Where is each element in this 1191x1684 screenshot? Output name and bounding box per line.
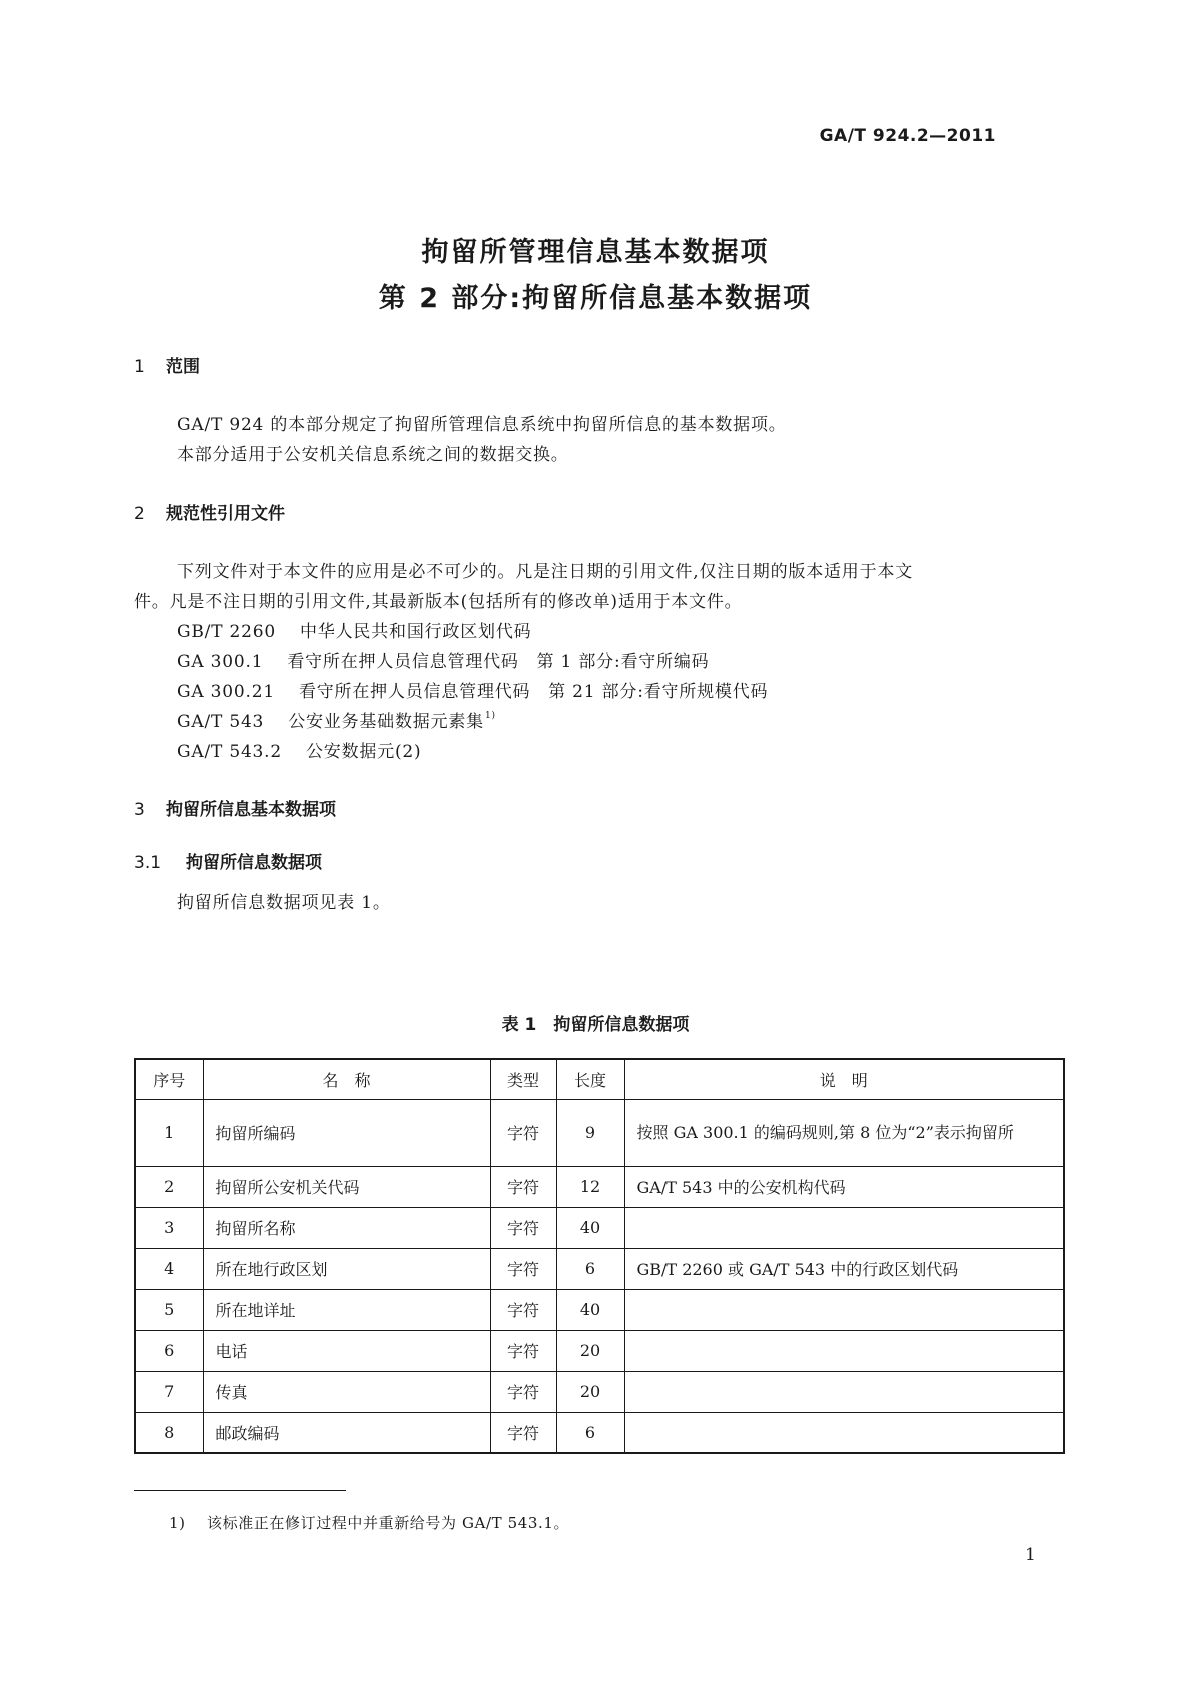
reference-item [177,647,709,672]
footnote-separator [134,1490,346,1491]
cell-name: 传真 [203,1371,490,1412]
cell-length: 40 [556,1289,624,1330]
cell-name: 邮政编码 [203,1412,490,1453]
column-header-type: 类型 [490,1059,556,1099]
reference-title: 看守所在押人员信息管理代码 第 1 部分:看守所编码 [287,652,710,672]
cell-type: 字符 [490,1289,556,1330]
cell-description [624,1289,1064,1330]
section-3-1-paragraph: 拘留所信息数据项见表 1。 [177,893,391,913]
cell-name: 所在地详址 [203,1289,490,1330]
page-number: 1 [1025,1545,1036,1565]
cell-length: 6 [556,1412,624,1453]
cell-name: 拘留所公安机关代码 [203,1166,490,1207]
section-3-heading [134,795,336,820]
table-row [135,1412,1064,1453]
cell-index: 3 [135,1207,203,1248]
section-2-paragraph-line-2: 件。凡是不注日期的引用文件,其最新版本(包括所有的修改单)适用于本文件。 [134,592,743,612]
reference-item [177,737,421,762]
cell-index: 8 [135,1412,203,1453]
footnote [169,1512,569,1533]
footnote-marker: 1) [485,711,496,721]
cell-type: 字符 [490,1207,556,1248]
cell-type: 字符 [490,1412,556,1453]
column-header-description: 说 明 [624,1059,1064,1099]
section-title: 拘留所信息基本数据项 [166,800,336,820]
reference-standard: GA 300.21 [177,682,275,702]
cell-type: 字符 [490,1330,556,1371]
reference-standard: GA/T 543.2 [177,742,282,762]
cell-index: 4 [135,1248,203,1289]
column-header-index: 序号 [135,1059,203,1099]
section-title: 范围 [166,357,200,377]
section-number: 3 [134,800,145,820]
section-number: 1 [134,357,145,377]
table-row [135,1371,1064,1412]
cell-length: 20 [556,1371,624,1412]
reference-standard: GA/T 543 [177,712,265,732]
section-number: 3.1 [134,853,162,873]
cell-name: 所在地行政区划 [203,1248,490,1289]
cell-length: 20 [556,1330,624,1371]
reference-title: 中华人民共和国行政区划代码 [300,622,532,642]
table-row [135,1207,1064,1248]
cell-name: 拘留所名称 [203,1207,490,1248]
cell-length: 6 [556,1248,624,1289]
cell-index: 2 [135,1166,203,1207]
table-row [135,1166,1064,1207]
cell-name: 电话 [203,1330,490,1371]
cell-type: 字符 [490,1371,556,1412]
footnote-text: 该标准正在修订过程中并重新给号为 GA/T 543.1。 [207,1514,570,1532]
cell-length: 40 [556,1207,624,1248]
footnote-mark: 1) [169,1514,186,1532]
cell-description: 按照 GA 300.1 的编码规则,第 8 位为“2”表示拘留所 [624,1099,1064,1166]
table-caption: 表 1 拘留所信息数据项 [501,1015,690,1035]
section-title: 规范性引用文件 [166,504,285,524]
reference-standard: GA 300.1 [177,652,264,672]
document-title-line-2: 第 2 部分:拘留所信息基本数据项 [378,283,813,314]
section-number: 2 [134,504,145,524]
section-3-1-heading [134,848,322,873]
column-header-length: 长度 [556,1059,624,1099]
table-row [135,1330,1064,1371]
cell-index: 1 [135,1099,203,1166]
cell-description: GB/T 2260 或 GA/T 543 中的行政区划代码 [624,1248,1064,1289]
section-2-heading [134,499,285,524]
section-1-heading [134,352,200,377]
cell-description [624,1330,1064,1371]
column-header-name: 名 称 [203,1059,490,1099]
table-header-row [135,1059,1064,1099]
data-table [134,1058,1065,1454]
reference-item [177,617,531,642]
cell-index: 6 [135,1330,203,1371]
reference-title: 看守所在押人员信息管理代码 第 21 部分:看守所规模代码 [298,682,769,702]
section-2-paragraph-line-1: 下列文件对于本文件的应用是必不可少的。凡是注日期的引用文件,仅注日期的版本适用于本文 [177,562,914,582]
table-row [135,1099,1064,1166]
reference-title: 公安业务基础数据元素集 [288,712,484,732]
section-1-paragraph-2: 本部分适用于公安机关信息系统之间的数据交换。 [177,445,569,465]
reference-item [177,677,768,702]
table-row [135,1289,1064,1330]
section-1-paragraph-1: GA/T 924 的本部分规定了拘留所管理信息系统中拘留所信息的基本数据项。 [177,415,787,435]
cell-index: 7 [135,1371,203,1412]
reference-item [177,707,496,732]
cell-type: 字符 [490,1099,556,1166]
cell-length: 12 [556,1166,624,1207]
reference-title: 公安数据元(2) [306,742,422,762]
cell-type: 字符 [490,1166,556,1207]
section-title: 拘留所信息数据项 [186,853,322,873]
cell-description: GA/T 543 中的公安机构代码 [624,1166,1064,1207]
cell-type: 字符 [490,1248,556,1289]
cell-description [624,1371,1064,1412]
cell-name: 拘留所编码 [203,1099,490,1166]
reference-standard: GB/T 2260 [177,622,277,642]
cell-length: 9 [556,1099,624,1166]
cell-index: 5 [135,1289,203,1330]
table-row [135,1248,1064,1289]
document-code: GA/T 924.2—2011 [819,126,996,146]
cell-description [624,1207,1064,1248]
document-title-line-1: 拘留所管理信息基本数据项 [421,237,770,268]
cell-description [624,1412,1064,1453]
